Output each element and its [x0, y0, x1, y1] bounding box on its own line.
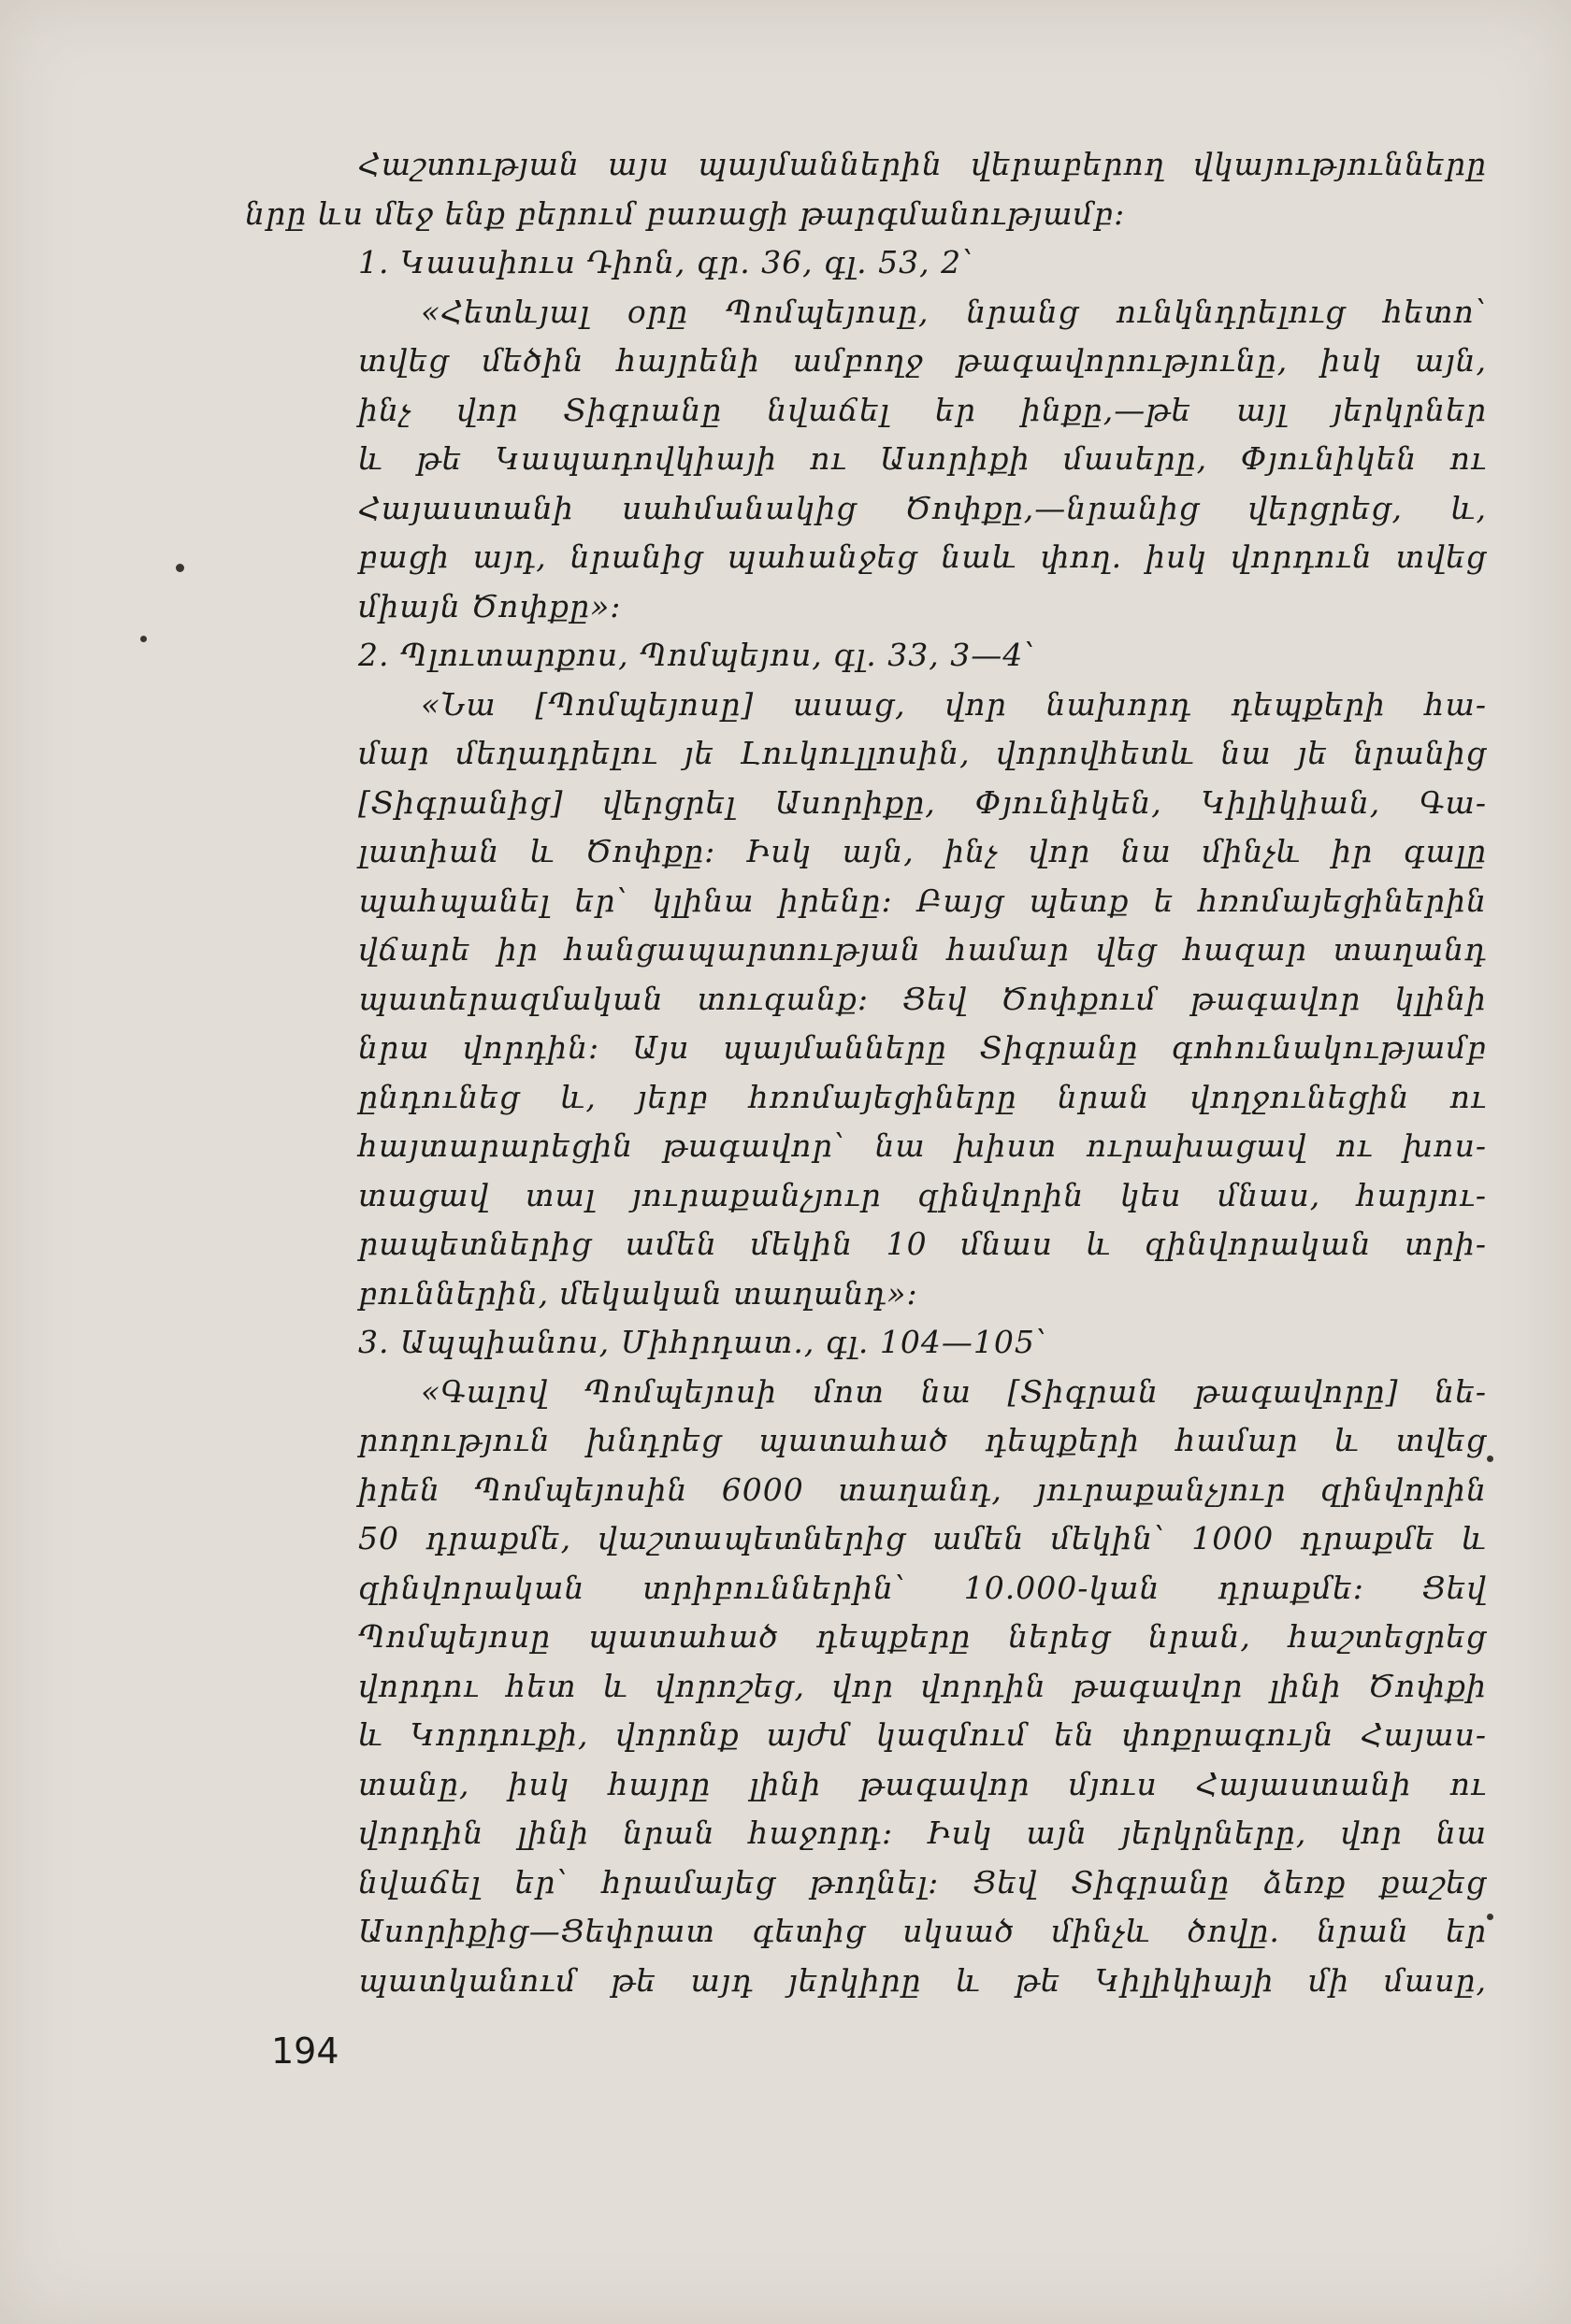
reference-heading: 2. Պլուտարքոս, Պոմպեյոս, գլ. 33, 3—4՝: [358, 637, 1036, 673]
paper-speck: [140, 636, 147, 642]
text-line: պահպանել եր՝ կլինա իրենը: Բայց պետք ե հռոմայեցիներին: [358, 882, 1487, 919]
text-line: Պոմպեյոսը պատահած դեպքերը ներեց նրան, հաշտեցրեց: [358, 1618, 1487, 1655]
text-line: վճարե իր հանցապարտության համար վեց հազար տաղանդ: [358, 931, 1487, 968]
text-line: վորդու հետ և վորոշեց, վոր վորդին թագավոր լինի Ծոփքի: [358, 1667, 1487, 1704]
paper-speck: [1487, 1914, 1493, 1920]
text-line: րողություն խնդրեց պատահած դեպքերի համար և տվեց: [358, 1422, 1487, 1458]
text-line: տանը, իսկ հայրը լինի թագավոր մյուս Հայաստանի ու: [358, 1765, 1487, 1802]
text-line: «Գալով Պոմպեյոսի մոտ նա [Տիգրան թագավորը] նե-: [421, 1372, 1487, 1410]
text-line: նրա վորդին: Այս պայմանները Տիգրանը գոհունակությամբ: [358, 1029, 1487, 1066]
text-line: պատկանում թե այդ յերկիրը և թե Կիլիկիայի մի մասը,: [358, 1961, 1487, 1999]
text-line: Հաշտության այս պայմաններին վերաբերող վկայությունները: [358, 146, 1487, 182]
text-line: Ասորիքից—Ցեփրատ գետից սկսած մինչև ծովը. նրան եր: [358, 1913, 1487, 1949]
text-line: բուններին, մեկական տաղանդ»:: [358, 1274, 918, 1312]
text-line: ինչ վոր Տիգրանը նվաճել եր ինքը,—թե այլ յերկրներ: [358, 391, 1487, 428]
body-text: [245, 140, 1487, 2005]
reference-heading: 3. Ապպիանոս, Միհրդատ., գլ. 104—105՝: [358, 1324, 1047, 1360]
text-line: զինվորական տրիբուններին՝ 10.000-կան դրաքմե: Ցեվ: [358, 1569, 1487, 1606]
text-line: Հայաստանի սահմանակից Ծոփքը,—նրանից վերցրեց, և,: [358, 489, 1487, 526]
text-line: մար մեղադրելու յե Լուկուլլոսին, վորովհետև նա յե նրանից: [358, 735, 1487, 771]
paper-speck: [176, 564, 184, 572]
reference-heading: 1. Կասսիուս Դիոն, գր. 36, գլ. 53, 2՝: [358, 244, 974, 280]
text-line: պատերազմական տուգանք: Ցեվ Ծոփքում թագավոր կլինի: [358, 980, 1487, 1017]
text-line: 50 դրաքմե, վաշտապետներից ամեն մեկին՝ 1000 դրաքմե և: [358, 1520, 1487, 1557]
text-line: նրը ևս մեջ ենք բերում բառացի թարգմանությամբ:: [245, 194, 1126, 232]
text-line: իրեն Պոմպեյոսին 6000 տաղանդ, յուրաքանչյուր զինվորին: [358, 1470, 1487, 1508]
page-number: 194: [271, 2030, 339, 2072]
text-line: ընդունեց և, յերբ հռոմայեցիները նրան վողջունեցին ու: [358, 1078, 1487, 1115]
text-line: բացի այդ, նրանից պահանջեց նաև փող. իսկ վորդուն տվեց: [358, 538, 1487, 575]
text-line: վորդին լինի նրան հաջորդ: Իսկ այն յերկրները, վոր նա: [358, 1815, 1487, 1851]
text-line: «Հետևյալ օրը Պոմպեյոսը, նրանց ունկնդրելուց հետո՝: [421, 293, 1487, 330]
text-line: միայն Ծոփքը»:: [358, 587, 622, 624]
paper-speck: [1487, 1456, 1493, 1462]
text-line: և Կորդուքի, վորոնք այժմ կազմում են փոքրագույն Հայաս-: [358, 1716, 1487, 1753]
text-line: լատիան և Ծոփքը: Իսկ այն, ինչ վոր նա մինչև իր գալը: [358, 833, 1487, 869]
text-line: և թե Կապադովկիայի ու Ասորիքի մասերը, Փյունիկեն ու: [358, 440, 1487, 477]
text-line: [Տիգրանից] վերցրել Ասորիքը, Փյունիկեն, Կիլիկիան, Գա-: [358, 783, 1487, 821]
text-line: տվեց մեծին հայրենի ամբողջ թագավորությունը, իսկ այն,: [358, 342, 1487, 379]
text-line: տացավ տալ յուրաքանչյուր զինվորին կես մնաս, հարյու-: [358, 1176, 1487, 1213]
text-line: րապետներից ամեն մեկին 10 մնաս և զինվորական տրի-: [358, 1226, 1487, 1262]
text-line: «Նա [Պոմպեյոսը] ասաց, վոր նախորդ դեպքերի հա-: [421, 685, 1487, 723]
text-line: հայտարարեցին թագավոր՝ նա խիստ ուրախացավ ու խոս-: [358, 1127, 1487, 1164]
text-line: նվաճել եր՝ հրամայեց թողնել: Ցեվ Տիգրանը ձեռք քաշեց: [358, 1863, 1487, 1901]
